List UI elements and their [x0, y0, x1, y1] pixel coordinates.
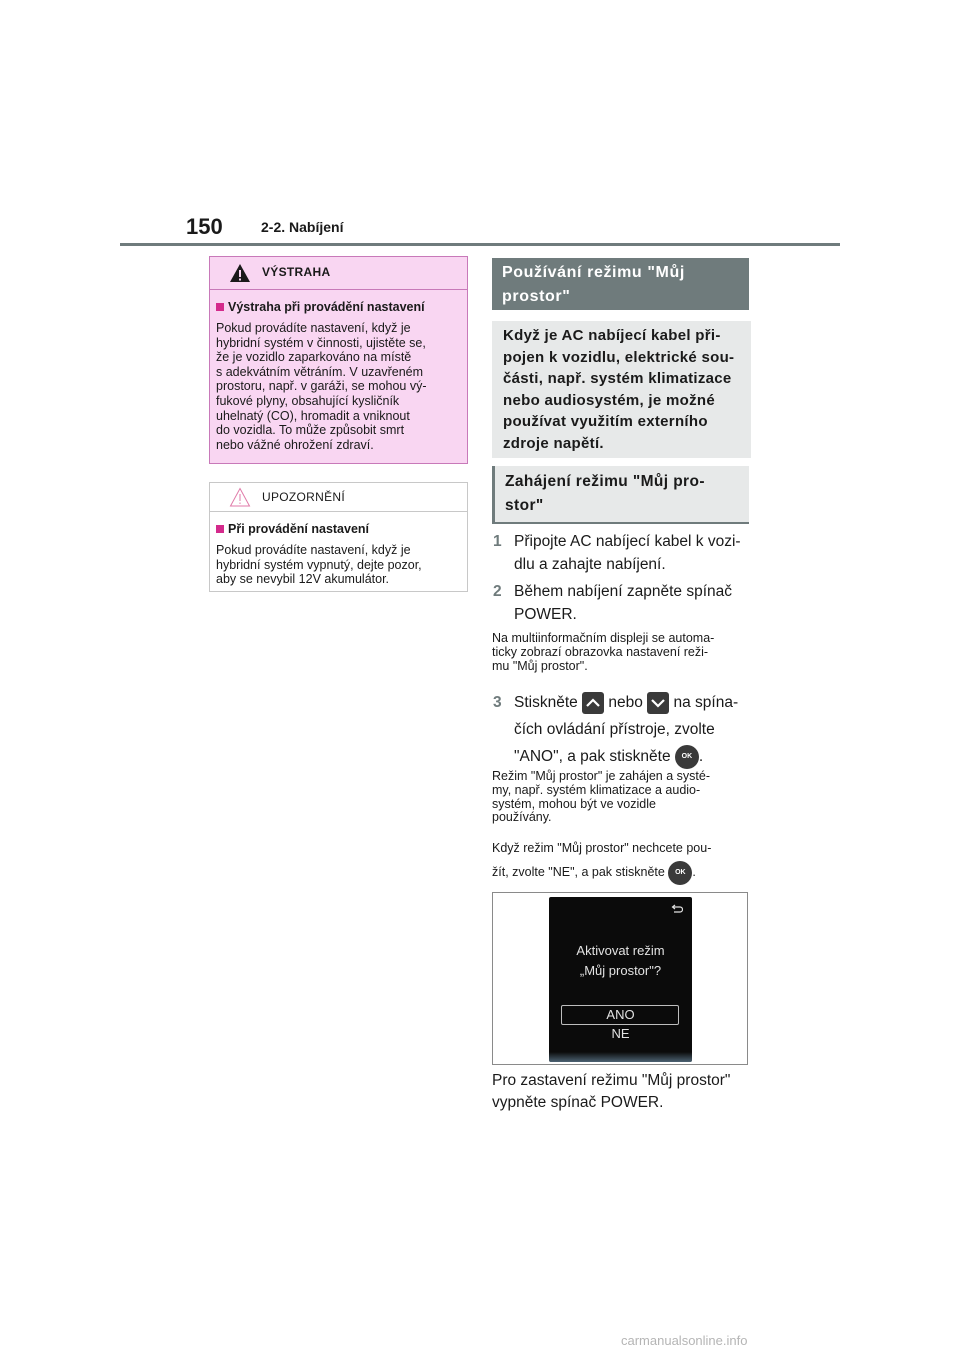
- ok-button-icon: OK: [668, 861, 692, 885]
- section-title: Používání režimu "Můj prostor": [492, 258, 749, 310]
- caution-subtitle: Při provádění nastavení: [216, 522, 461, 536]
- multi-info-display: [549, 897, 692, 1062]
- display-question-line2: „Můj prostor"?: [579, 963, 662, 978]
- warning-title: VÝSTRAHA: [262, 265, 331, 279]
- section-label: 2-2. Nabíjení: [261, 219, 344, 235]
- step-2: 2 Během nabíjení zapněte spínač POWER.: [493, 583, 733, 623]
- display-glow: [549, 1052, 692, 1062]
- display-illustration: [492, 892, 748, 1065]
- up-arrow-button-icon: [582, 692, 604, 714]
- option-no: NE: [611, 1026, 630, 1041]
- back-arrow-icon: [670, 904, 683, 915]
- watermark: carmanualsonline.info: [621, 1333, 748, 1348]
- caution-header: [210, 483, 467, 512]
- page-number: 150: [186, 214, 223, 239]
- note-auto-display: Na multiinformačním displeji se automa- ticky zobrazí obrazovka nastavení reži- mu "Můj prostor".: [492, 631, 715, 673]
- caution-text: Pokud provádíte nastavení, když je hybridní systém vypnutý, dejte pozor, aby se nevybil 12V akumulátor.: [216, 543, 422, 587]
- square-bullet-icon: [216, 303, 224, 311]
- header-rule: [120, 243, 840, 246]
- caution-triangle-icon: [229, 487, 251, 507]
- step-3: 3 Stiskněte nebo na spína- čích ovládání přístroje, zvolte "ANO", a pak stiskněte OK .: [492, 689, 754, 770]
- note-mode-started: Režim "Můj prostor" je zahájen a systé- my, např. systém klimatizace a audio- systém, mohou být ve vozidle používány.: [492, 769, 710, 825]
- square-bullet-icon: [216, 525, 224, 533]
- warning-subtitle: Výstraha při provádění nastavení: [216, 300, 461, 314]
- caution-title: UPOZORNĚNÍ: [262, 490, 346, 504]
- warning-text: Pokud provádíte nastavení, když je hybridní systém v činnosti, ujistěte se, že je vozidlo zaparkováno na místě s adekvátním větráním. V uzavřeném prostoru, např. v garáži, se mohou vý- fukové plyny, obsahující kysličník uhelnatý (CO), hromadit a vniknout do vozidla. To může způsobit smrt nebo vážné ohrožení zdraví.: [216, 321, 427, 452]
- option-yes: ANO: [606, 1007, 635, 1022]
- warning-header: [210, 257, 467, 290]
- down-arrow-button-icon: [647, 692, 669, 714]
- note-decline-mode: Když režim "Můj prostor" nechcete pou- žít, zvolte "NE", a pak stiskněte OK .: [492, 836, 754, 885]
- intro-box: Když je AC nabíjecí kabel při- pojen k vozidlu, elektrické sou- části, např. systém klimatizace nebo audiosystém, je možné používat využitím externího zdroje napětí.: [492, 321, 751, 458]
- subsection-title: Zahájení režimu "Můj pro- stor": [492, 466, 749, 524]
- warning-triangle-icon: [229, 263, 251, 283]
- ok-button-icon: OK: [675, 745, 699, 769]
- caution-box: [209, 482, 468, 592]
- closing-text: Pro zastavení režimu "Můj prostor" vypněte spínač POWER.: [492, 1072, 731, 1111]
- display-question-line1: Aktivovat režim: [576, 943, 665, 958]
- warning-box: [209, 256, 468, 464]
- step-1: 1 Připojte AC nabíjecí kabel k vozi- dlu a zahajte nabíjení.: [493, 533, 741, 573]
